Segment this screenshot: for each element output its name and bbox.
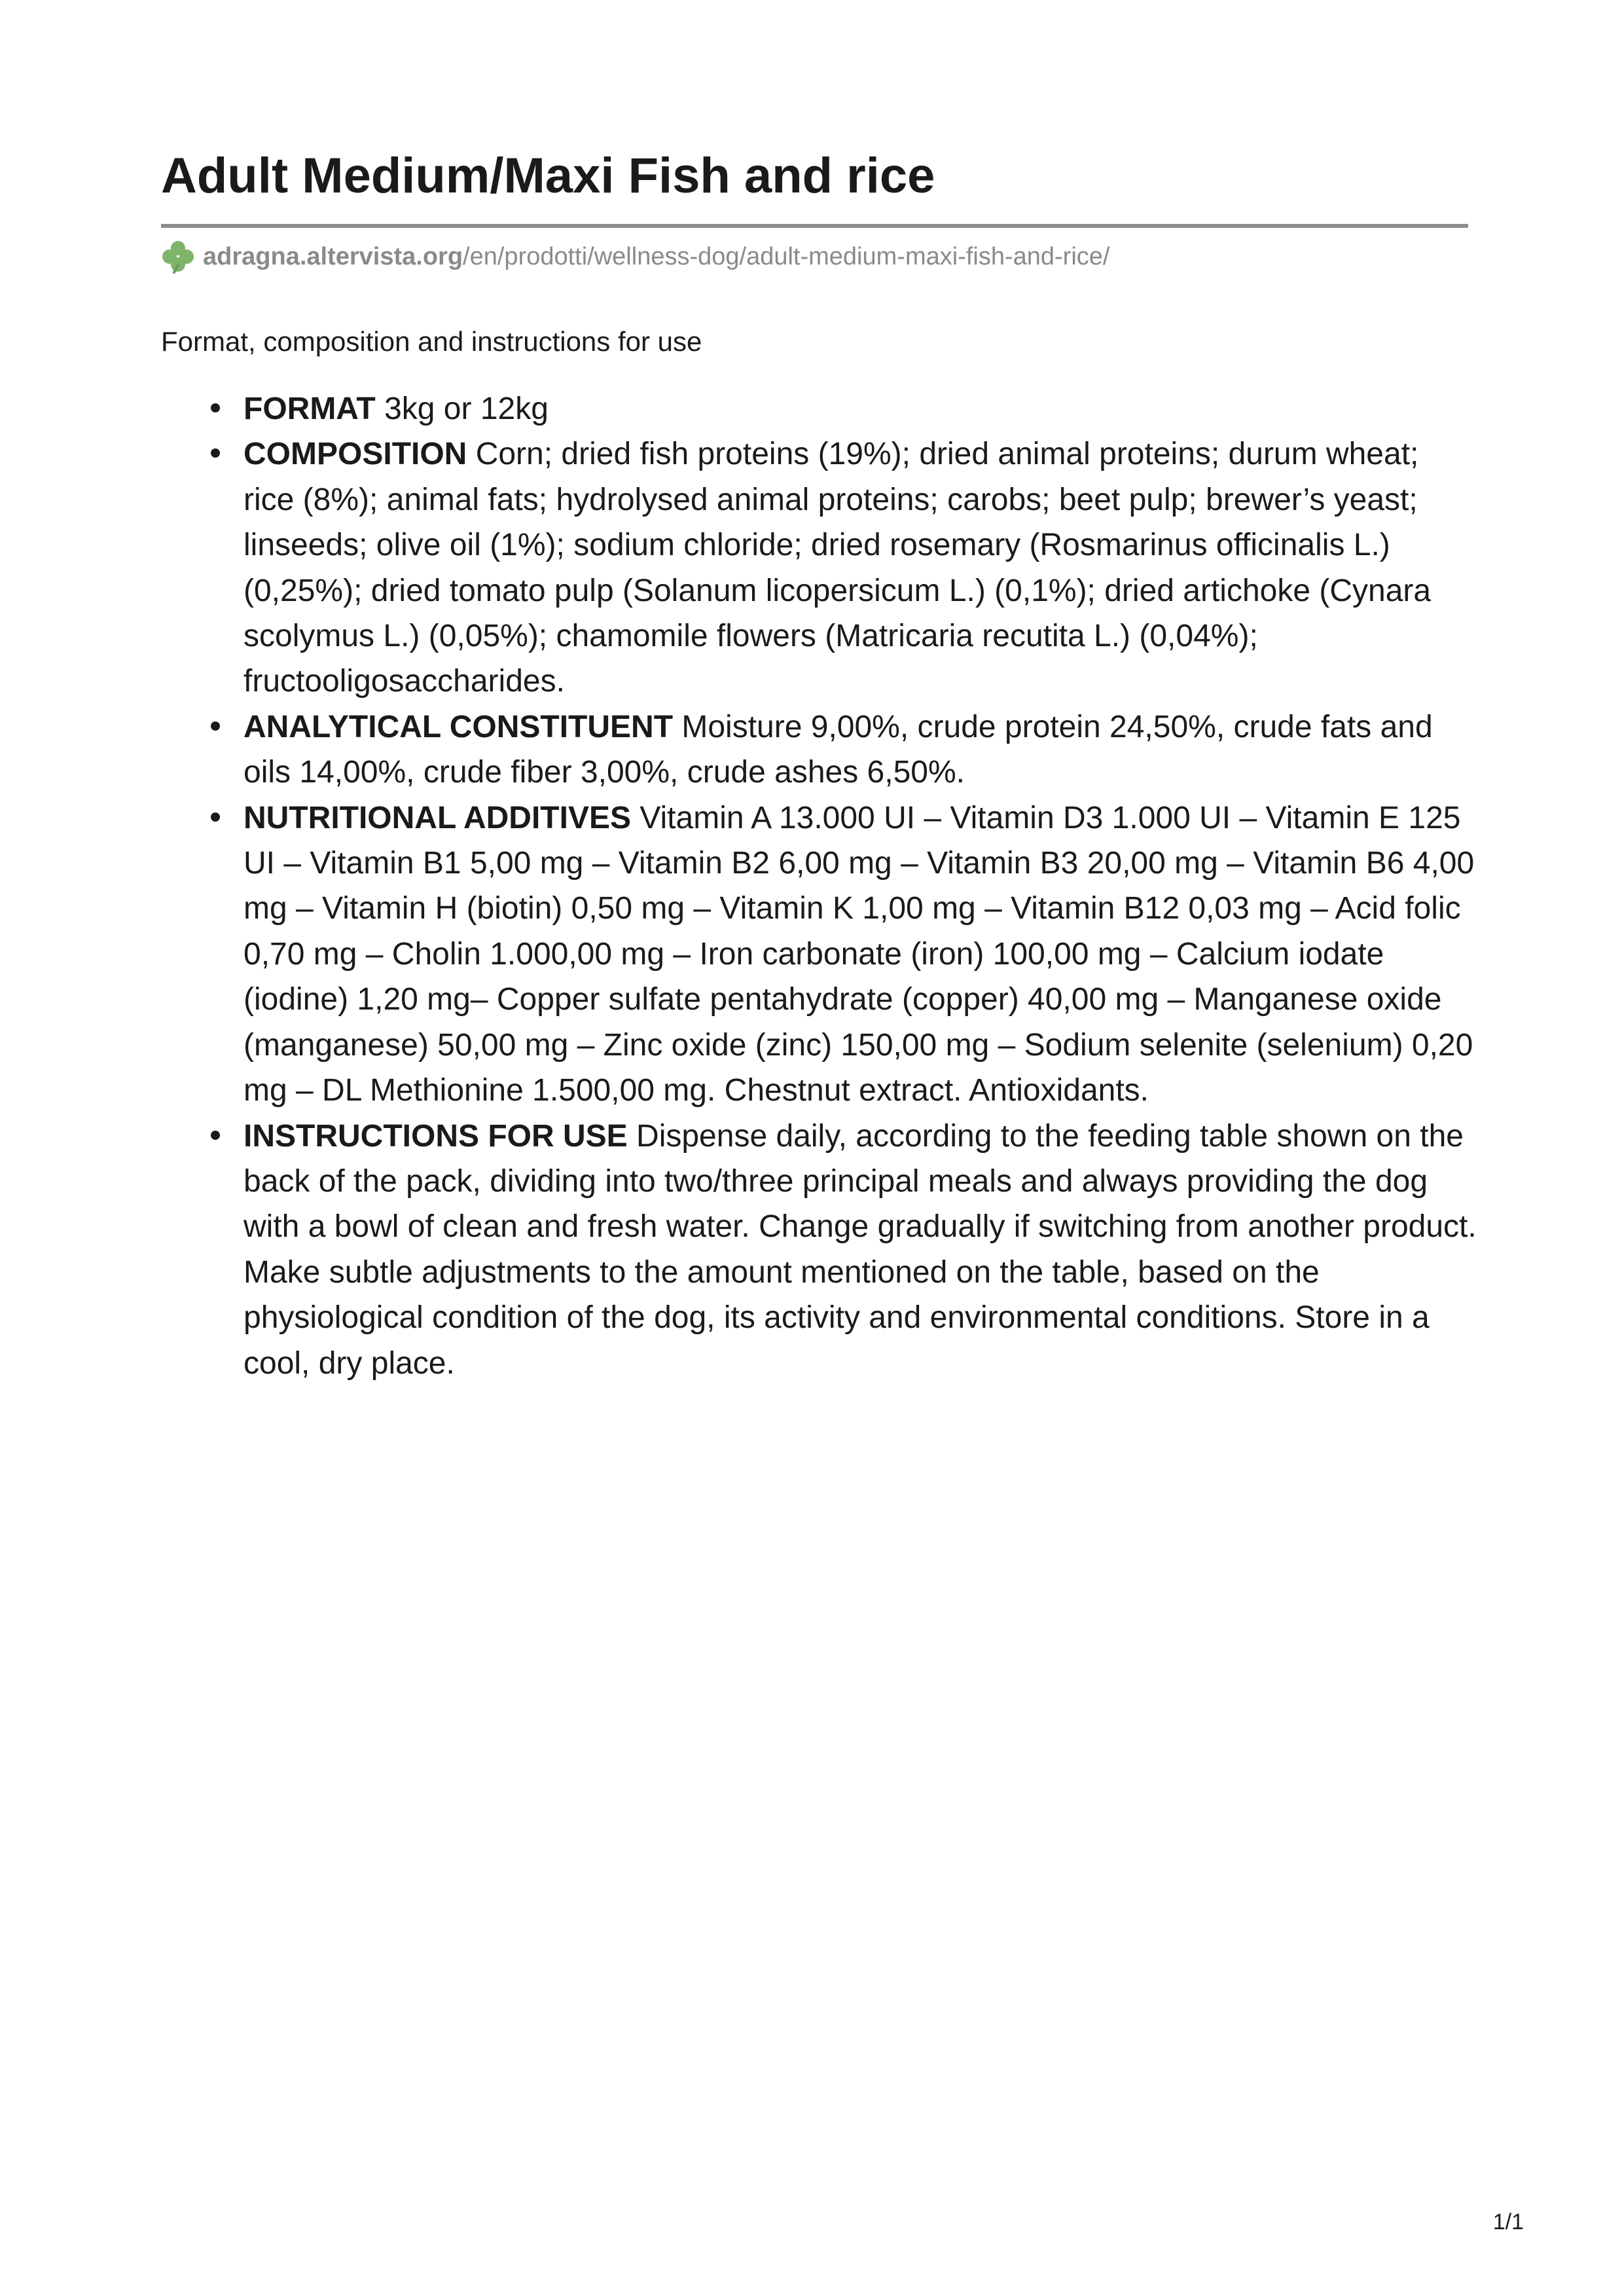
spec-text: Corn; dried fish proteins (19%); dried animal proteins; durum wheat; rice (8%); animal fats; hydrolysed animal proteins; carobs; beet pulp; brewer’s yeast; linseeds; olive oil (1%); sodium chloride; dried rosemary (Rosmarinus officinalis L.) (0,25%); dried tomato pulp (Solanum licopersicum L.) (0,1%); dried artichoke (Cynara scolymus L.) (0,05%); chamomile flowers (Matricaria recutita L.) (0,04%); fructooligosaccharides.: [243, 437, 1432, 699]
spec-label: FORMAT: [243, 392, 376, 426]
spec-label: INSTRUCTIONS FOR USE: [243, 1118, 628, 1154]
spec-text: Vitamin A 13.000 UI – Vitamin D3 1.000 UI – Vitamin E 125 UI – Vitamin B1 5,00 mg – Vitamin B2 6,00 mg – Vitamin B3 20,00 mg – Vitamin B6 4,00 mg – Vitamin H (biotin) 0,50 mg – Vitamin K 1,00 mg – Vitamin B12 0,03 mg – Acid folic 0,70 mg – Cholin 1.000,00 mg – Iron carbonate (iron) 100,00 mg – Calcium iodate (iodine) 1,20 mg– Copper sulfate pentahydrate (copper) 40,00 mg – Manganese oxide (manganese) 50,00 mg – Zinc oxide (zinc) 150,00 mg – Sodium selenite (selenium) 0,20 mg – DL Methionine 1.500,00 mg. Chestnut extract. Antioxidants.: [243, 800, 1475, 1108]
page-subtitle: Format, composition and instructions for use: [161, 326, 702, 357]
source-domain: adragna.altervista.org: [203, 242, 463, 270]
clover-icon: [161, 240, 195, 274]
spec-label: ANALYTICAL CONSTITUENT: [243, 709, 674, 744]
spec-label: COMPOSITION: [243, 437, 467, 472]
spec-label: NUTRITIONAL ADDITIVES: [243, 800, 632, 835]
bullet-icon: [211, 721, 220, 731]
bullet-icon: [211, 812, 220, 822]
spec-list: [161, 386, 1477, 1386]
spec-text: 3kg or 12kg: [384, 392, 549, 426]
spec-item-analytical-constituent: [243, 704, 1477, 795]
spec-item-instructions-for-use: [243, 1114, 1477, 1386]
source-path: /en/prodotti/wellness-dog/adult-medium-maxi-fish-and-rice/: [463, 242, 1110, 270]
bullet-icon: [211, 1131, 220, 1140]
title-divider: [161, 224, 1468, 228]
bullet-icon: [211, 448, 220, 458]
source-url[interactable]: [161, 238, 1109, 275]
bullet-icon: [211, 403, 220, 412]
spec-item-nutritional-additives: [243, 795, 1477, 1114]
page-title: Adult Medium/Maxi Fish and rice: [161, 148, 935, 204]
spec-item-composition: [243, 431, 1477, 704]
spec-item-format: [243, 386, 1477, 431]
spec-text: Dispense daily, according to the feeding table shown on the back of the pack, dividing into two/three principal meals and always providing the dog with a bowl of clean and fresh water. Change gradually if switching from another product. Make subtle adjustments to the amount mentioned on the table, based on the physiological condition of the dog, its activity and environmental conditions. Store in a cool, dry place.: [243, 1118, 1477, 1381]
spec-text: Moisture 9,00%, crude protein 24,50%, crude fats and oils 14,00%, crude fiber 3,00%, crude ashes 6,50%.: [243, 709, 1433, 790]
page-number: 1/1: [1492, 2210, 1524, 2234]
